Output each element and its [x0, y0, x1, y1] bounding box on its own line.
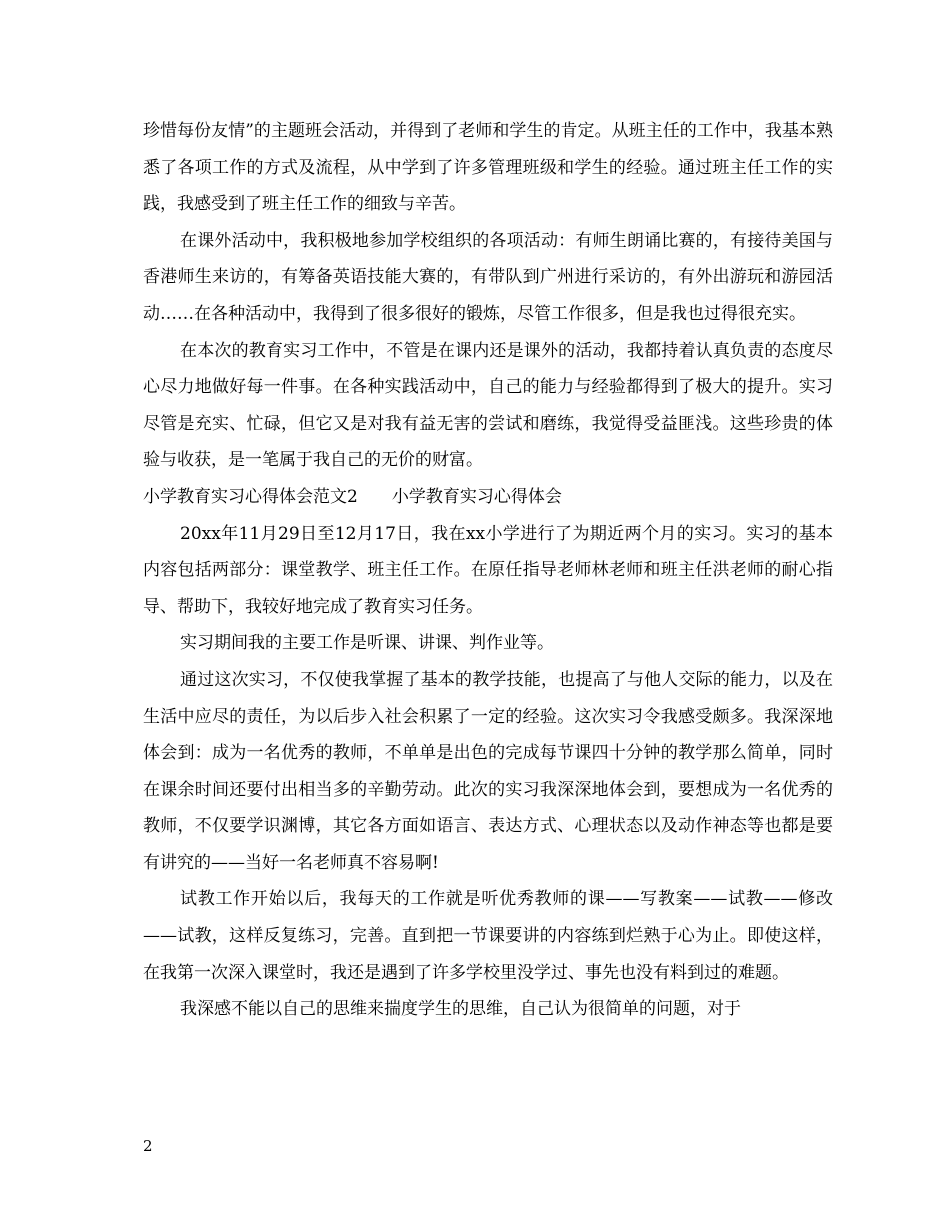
paragraph: 珍惜每份友情”的主题班会活动，并得到了老师和学生的肯定。从班主任的工作中，我基本熟悉了各项工作的方式及流程，从中学到了许多管理班级和学生的经验。通过班主任工作的实践，我感受到了班主任工作的细致与辛苦。	[143, 121, 833, 215]
paragraph: 实习期间我的主要工作是听课、讲课、判作业等。	[180, 633, 554, 654]
paragraph: 在本次的教育实习工作中，不管是在课内还是课外的活动，我都持着认真负责的态度尽心尽力地做好每一件事。在各种实践活动中，自己的能力与经验都得到了极大的提升。实习尽管是充实、忙碌，但它又是对我有益无害的尝试和磨练，我觉得受益匪浅。这些珍贵的体验与收获，是一笔属于我自己的无价的财富。	[143, 340, 833, 471]
page-number: 2	[143, 1137, 153, 1155]
paragraph: 我深感不能以自己的思维来揣度学生的思维，自己认为很简单的问题，对于	[180, 999, 741, 1020]
paragraph: 试教工作开始以后，我每天的工作就是听优秀教师的课——写教案——试教——修改——试教，这样反复练习，完善。直到把一节课要讲的内容练到烂熟于心为止。即使这样，在我第一次深入课堂时，我还是遇到了许多学校里没学过、事先也没有料到过的难题。	[143, 889, 833, 983]
document-body	[143, 113, 833, 1028]
paragraph: 通过这次实习，不仅使我掌握了基本的教学技能，也提高了与他人交际的能力，以及在生活中应尽的责任，为以后步入社会积累了一定的经验。这次实习令我感受颇多。我深深地体会到：成为一名优秀的教师，不单单是出色的完成每节课四十分钟的教学那么简单，同时在课余时间还要付出相当多的辛勤劳动。此次的实习我深深地体会到，要想成为一名优秀的教师，不仅要学识渊博，其它各方面如语言、表达方式、心理状态以及动作神态等也都是要有讲究的——当好一名老师真不容易啊!	[143, 669, 833, 873]
paragraph: 在课外活动中，我积极地参加学校组织的各项活动：有师生朗诵比赛的，有接待美国与香港师生来访的，有筹备英语技能大赛的，有带队到广州进行采访的，有外出游玩和游园活动……在各种活动中，我得到了很多很好的锻炼，尽管工作很多，但是我也过得很充实。	[143, 230, 833, 324]
paragraph: 20xx年11月29日至12月17日，我在xx小学进行了为期近两个月的实习。实习的基本内容包括两部分：课堂教学、班主任工作。在原任指导老师林老师和班主任洪老师的耐心指导、帮助下，我较好地完成了教育实习任务。	[143, 523, 833, 617]
section-heading: 小学教育实习心得体会范文2 小学教育实习心得体会	[143, 486, 562, 507]
